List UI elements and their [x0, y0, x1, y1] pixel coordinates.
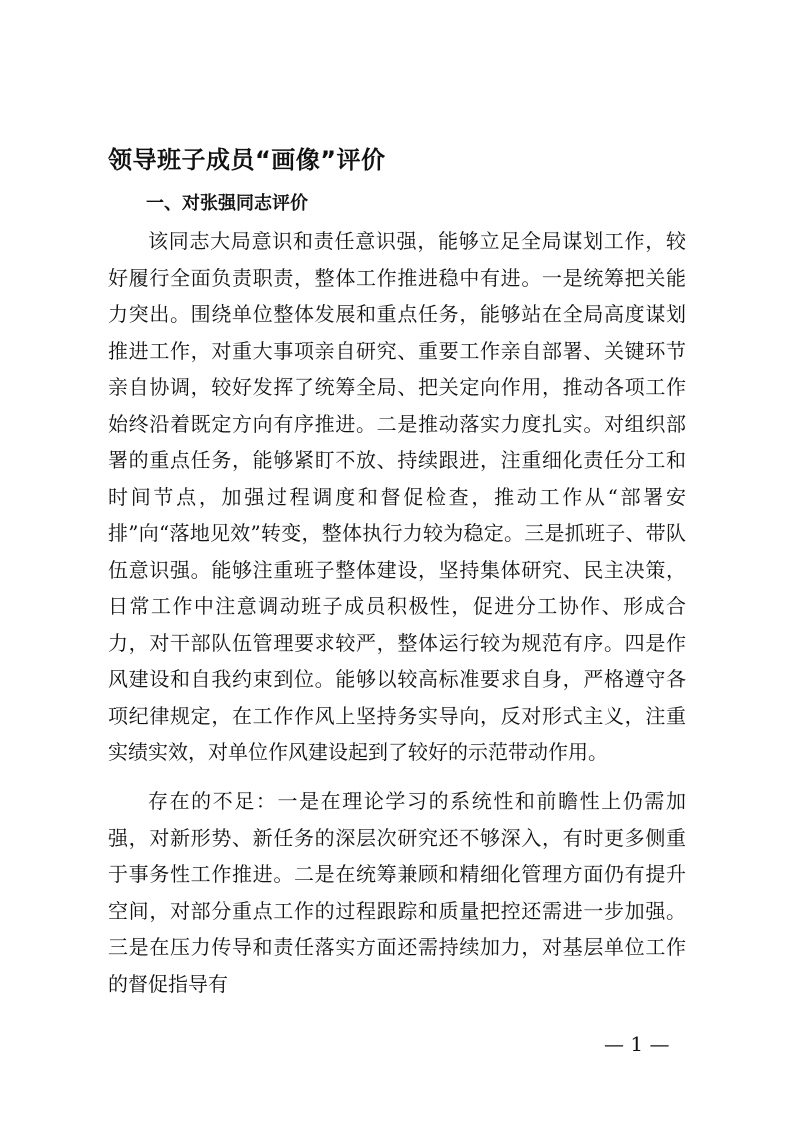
section-heading: 一、对张强同志评价 — [146, 193, 308, 214]
body-paragraph: 存在的不足：一是在理论学习的系统性和前瞻性上仍需加强，对新形势、新任务的深层次研究还不够深入，有时更多侧重于事务性工作推进。二是在统筹兼顾和精细化管理方面仍有提升空间，对部分重点工作的过程跟踪和质量把控还需进一步加强。三是在压力传导和责任落实方面还需持续加力，对基层单位工作的督促指导有 — [108, 789, 686, 996]
page-number: — 1 — — [604, 1032, 670, 1056]
body-paragraph: 该同志大局意识和责任意识强，能够立足全局谋划工作，较好履行全面负责职责，整体工作推进稳中有进。一是统筹把关能力突出。围绕单位整体发展和重点任务，能够站在全局高度谋划推进工作，对重大事项亲自研究、重要工作亲自部署、关键环节亲自协调，较好发挥了统筹全局、把关定向作用，推动各项工作始终沿着既定方向有序推进。二是推动落实力度扎实。对组织部署的重点任务，能够紧盯不放、持续跟进，注重细化责任分工和时间节点，加强过程调度和督促检查，推动工作从“部署安排”向“落地见效”转变，整体执行力较为稳定。三是抓班子、带队伍意识强。能够注重班子整体建设，坚持集体研究、民主决策，日常工作中注意调动班子成员积极性，促进分工协作、形成合力，对干部队伍管理要求较严，整体运行较为规范有序。四是作风建设和自我约束到位。能够以较高标准要求自身，严格遵守各项纪律规定，在工作作风上坚持务实导向，反对形式主义，注重实绩实效，对单位作风建设起到了较好的示范带动作用。 — [108, 229, 686, 764]
document-title: 领导班子成员“画像”评价 — [108, 146, 386, 174]
